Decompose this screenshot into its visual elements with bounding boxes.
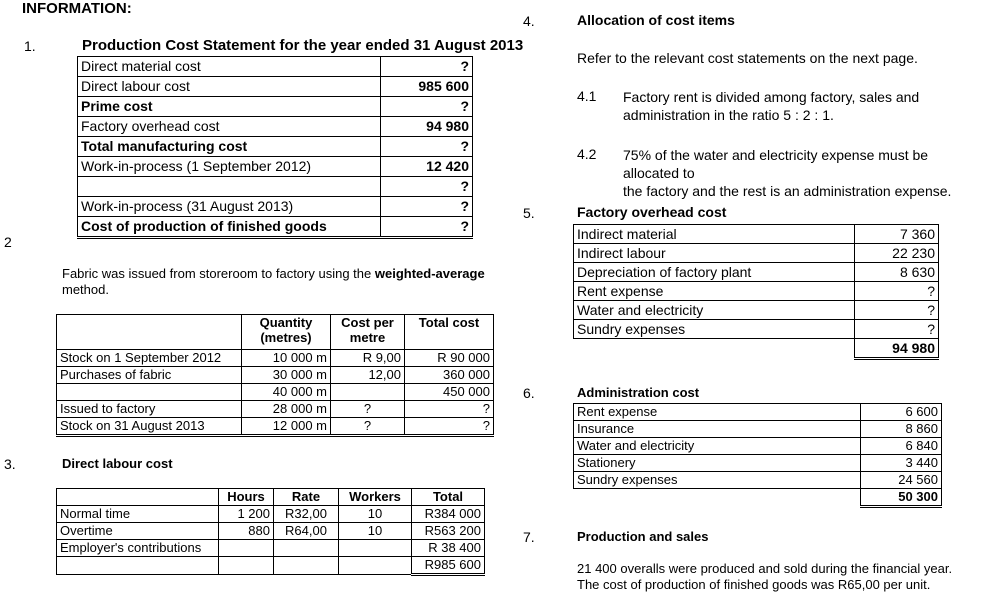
overhead-value: ?: [855, 282, 939, 301]
sec6-title: Administration cost: [577, 385, 700, 400]
inventory-cell: 30 000 m: [242, 367, 331, 384]
overhead-label: Sundry expenses: [574, 320, 855, 339]
overhead-row: [574, 225, 939, 244]
inventory-cell: 360 000: [405, 367, 494, 384]
cost-value: ?: [381, 197, 473, 217]
labour-cell: 880: [219, 523, 274, 540]
admin-row: [574, 421, 942, 438]
sec2-number: 2: [4, 234, 12, 250]
sec4-intro: Refer to the relevant cost statements on the next page.: [577, 50, 918, 66]
column-header: Rate: [274, 489, 339, 506]
cost-value: 94 980: [381, 117, 473, 137]
inventory-cell: ?: [405, 401, 494, 418]
sec4-title: Allocation of cost items: [577, 12, 735, 28]
overhead-label: Rent expense: [574, 282, 855, 301]
allocation-line1: 75% of the water and electricity expense must be allocated to: [623, 147, 929, 181]
sec2-text-bold: weighted-average: [374, 266, 485, 281]
admin-value: 3 440: [861, 455, 942, 472]
inventory-cell: ?: [331, 418, 405, 436]
cost-value: ?: [381, 217, 473, 238]
cost-row: [78, 177, 473, 197]
inventory-row: [57, 401, 494, 418]
cost-label: Prime cost: [78, 97, 381, 117]
inventory-cell: 10 000 m: [242, 350, 331, 367]
sec4-number: 4.: [523, 13, 535, 29]
sec1-number: 1.: [24, 38, 36, 54]
inventory-row: [57, 350, 494, 367]
column-header: Total: [412, 489, 485, 506]
admin-total-blank: [574, 489, 861, 507]
labour-cell: R985 600: [412, 557, 485, 575]
cost-value: ?: [381, 177, 473, 197]
sec7-line2: The cost of production of finished goods was R65,00 per unit.: [577, 577, 931, 592]
overhead-label: Water and electricity: [574, 301, 855, 320]
sec2-text: [62, 266, 502, 298]
allocation-item-number: 4.1: [577, 88, 597, 104]
admin-row: [574, 455, 942, 472]
header-blank: [57, 315, 242, 350]
labour-row: [57, 557, 485, 575]
admin-label: Stationery: [574, 455, 861, 472]
admin-value: 6 600: [861, 404, 942, 421]
cost-row: [78, 117, 473, 137]
cost-value: ?: [381, 97, 473, 117]
inventory-row: [57, 384, 494, 401]
labour-cell: [219, 540, 274, 557]
admin-total: 50 300: [861, 489, 942, 507]
inventory-label: Stock on 31 August 2013: [57, 418, 242, 436]
allocation-item-number: 4.2: [577, 146, 597, 162]
sec7-title: Production and sales: [577, 529, 709, 544]
cost-label: Cost of production of finished goods: [78, 217, 381, 238]
labour-cell: [339, 540, 412, 557]
labour-cell: [219, 557, 274, 575]
inventory-cell: ?: [331, 401, 405, 418]
inventory-label: Purchases of fabric: [57, 367, 242, 384]
column-header: Total cost: [405, 315, 494, 350]
sec3-number: 3.: [4, 456, 16, 472]
cost-row: [78, 197, 473, 217]
admin-label: Insurance: [574, 421, 861, 438]
overhead-total-row: [574, 339, 939, 359]
cost-row: [78, 157, 473, 177]
admin-label: Water and electricity: [574, 438, 861, 455]
inventory-row: [57, 418, 494, 436]
inventory-cell: 450 000: [405, 384, 494, 401]
sec5-number: 5.: [523, 205, 535, 221]
inventory-label: Stock on 1 September 2012: [57, 350, 242, 367]
header-row: [57, 489, 485, 506]
administration-cost-table: [573, 403, 942, 508]
overhead-row: [574, 320, 939, 339]
inventory-cell: ?: [405, 418, 494, 436]
labour-label: Normal time: [57, 506, 219, 523]
labour-cell: 10: [339, 523, 412, 540]
cost-row: [78, 97, 473, 117]
inventory-cell: 28 000 m: [242, 401, 331, 418]
inventory-cell: [331, 384, 405, 401]
allocation-line2: administration in the ratio 5 : 2 : 1.: [623, 107, 834, 123]
inventory-cell: R 9,00: [331, 350, 405, 367]
allocation-item-text: [623, 88, 979, 124]
factory-overhead-table: [573, 224, 939, 360]
labour-row: [57, 523, 485, 540]
sec7-text: [577, 561, 952, 593]
cost-value: 12 420: [381, 157, 473, 177]
inventory-cell: R 90 000: [405, 350, 494, 367]
admin-label: Sundry expenses: [574, 472, 861, 489]
overhead-label: Indirect labour: [574, 244, 855, 263]
sec2-text-a: Fabric was issued from storeroom to factory using the: [62, 266, 375, 281]
admin-row: [574, 438, 942, 455]
labour-cell: R32,00: [274, 506, 339, 523]
overhead-value: 7 360: [855, 225, 939, 244]
admin-total-row: [574, 489, 942, 507]
overhead-value: ?: [855, 301, 939, 320]
allocation-line1: Factory rent is divided among factory, sales and: [623, 89, 920, 105]
cost-row: [78, 217, 473, 238]
labour-cell: 1 200: [219, 506, 274, 523]
labour-cell: R384 000: [412, 506, 485, 523]
inventory-row: [57, 367, 494, 384]
overhead-value: 8 630: [855, 263, 939, 282]
header-blank: [57, 489, 219, 506]
overhead-value: ?: [855, 320, 939, 339]
cost-row: [78, 57, 473, 77]
inventory-cell: 12 000 m: [242, 418, 331, 436]
production-cost-table: [77, 56, 473, 239]
header-row: [57, 315, 494, 350]
cost-label: Direct labour cost: [78, 77, 381, 97]
labour-label: Overtime: [57, 523, 219, 540]
column-header: Hours: [219, 489, 274, 506]
overhead-total-blank: [574, 339, 855, 359]
inventory-label: Issued to factory: [57, 401, 242, 418]
admin-label: Rent expense: [574, 404, 861, 421]
labour-label: Employer's contributions: [57, 540, 219, 557]
admin-row: [574, 404, 942, 421]
cost-label: [78, 177, 381, 197]
cost-value: ?: [381, 57, 473, 77]
overhead-row: [574, 263, 939, 282]
admin-value: 24 560: [861, 472, 942, 489]
overhead-value: 22 230: [855, 244, 939, 263]
cost-value: 985 600: [381, 77, 473, 97]
cost-label: Work-in-process (1 September 2012): [78, 157, 381, 177]
sec7-line1: 21 400 overalls were produced and sold during the financial year.: [577, 561, 953, 576]
admin-row: [574, 472, 942, 489]
admin-value: 6 840: [861, 438, 942, 455]
labour-cell: [274, 540, 339, 557]
inventory-cell: 40 000 m: [242, 384, 331, 401]
overhead-row: [574, 244, 939, 263]
labour-row: [57, 540, 485, 557]
sec1-title: Production Cost Statement for the year ended 31 August 2013: [82, 37, 524, 54]
cost-label: Total manufacturing cost: [78, 137, 381, 157]
allocation-line2: the factory and the rest is an administration expense.: [623, 183, 952, 199]
column-header: Workers: [339, 489, 412, 506]
overhead-total: 94 980: [855, 339, 939, 359]
labour-cell: R563 200: [412, 523, 485, 540]
labour-row: [57, 506, 485, 523]
sec3-title: Direct labour cost: [62, 456, 173, 471]
labour-cell: 10: [339, 506, 412, 523]
cost-label: Work-in-process (31 August 2013): [78, 197, 381, 217]
overhead-row: [574, 282, 939, 301]
cost-value: ?: [381, 137, 473, 157]
inventory-cell: 12,00: [331, 367, 405, 384]
cost-row: [78, 137, 473, 157]
fabric-inventory-table: [56, 314, 494, 437]
labour-cell: R 38 400: [412, 540, 485, 557]
sec6-number: 6.: [523, 385, 535, 401]
sec5-title: Factory overhead cost: [577, 204, 727, 220]
overhead-label: Depreciation of factory plant: [574, 263, 855, 282]
cost-label: Direct material cost: [78, 57, 381, 77]
inventory-label: [57, 384, 242, 401]
sec2-text-c: method.: [62, 282, 109, 297]
admin-value: 8 860: [861, 421, 942, 438]
column-header: Cost per metre: [331, 315, 405, 350]
overhead-row: [574, 301, 939, 320]
labour-label: [57, 557, 219, 575]
overhead-label: Indirect material: [574, 225, 855, 244]
cost-label: Factory overhead cost: [78, 117, 381, 137]
info-header: INFORMATION:: [22, 0, 132, 17]
direct-labour-table: [56, 488, 485, 576]
sec7-number: 7.: [523, 529, 535, 545]
labour-cell: R64,00: [274, 523, 339, 540]
labour-cell: [274, 557, 339, 575]
cost-row: [78, 77, 473, 97]
allocation-item-text: [623, 146, 979, 200]
column-header: Quantity (metres): [242, 315, 331, 350]
labour-cell: [339, 557, 412, 575]
